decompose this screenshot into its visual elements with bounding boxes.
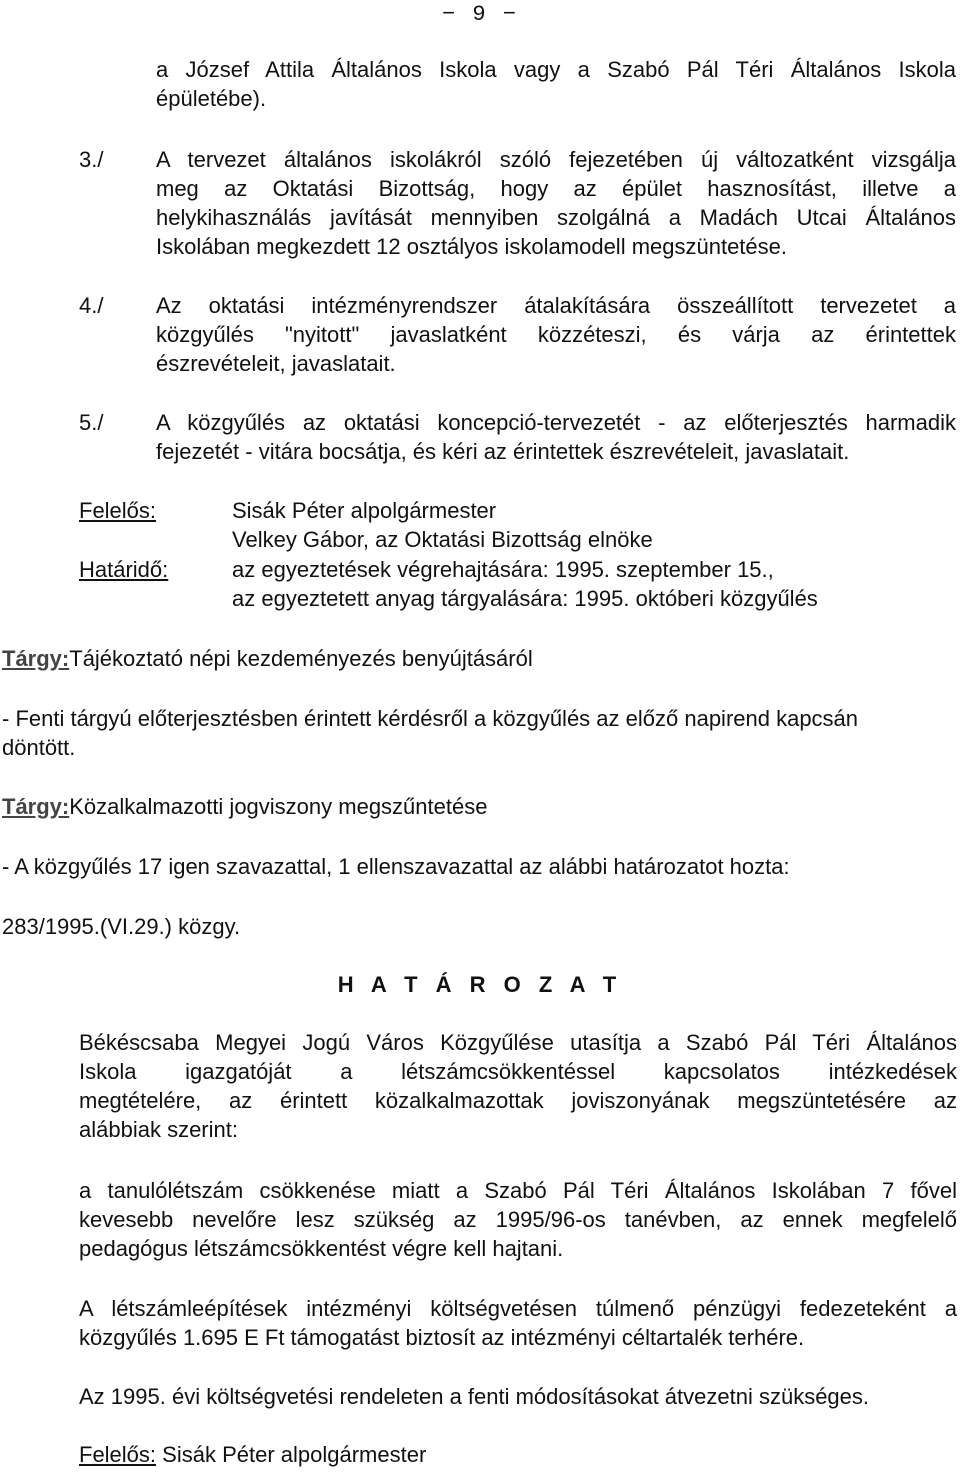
responsible-label: Felelős: — [79, 498, 157, 523]
resolution-number: 283/1995.(VI.29.) közgy. — [2, 914, 241, 939]
responsible-value: Sisák Péter alpolgármester — [162, 1442, 427, 1467]
text-line: - Fenti tárgyú előterjesztésben érintett kérdésről a közgyűlés az előző napirend kapcsán — [2, 706, 859, 731]
text-line: döntött. — [2, 735, 76, 760]
vote-result: - A közgyűlés 17 igen szavazattal, 1 ellenszavazattal az alábbi határozatot hozta: — [2, 854, 790, 879]
responsible-value: Velkey Gábor, az Oktatási Bizottság elnöke — [232, 527, 653, 552]
item-number: 3./ — [79, 147, 104, 172]
responsible-label: Felelős: — [79, 1442, 157, 1467]
deadline-value: az egyeztetett anyag tárgyalására: 1995. októberi közgyűlés — [232, 586, 818, 611]
text-line: alábbiak szerint: — [79, 1117, 238, 1142]
text-line: a tanulólétszám csökkenése miatt a Szabó Pál Téri Általános Iskolában 7 fővel — [79, 1178, 957, 1203]
text-line: Az 1995. évi költségvetési rendeleten a fenti módosításokat átvezetni szükséges. — [79, 1384, 870, 1409]
item-text — [156, 145, 956, 261]
text-line: közgyűlés 1.695 E Ft támogatást biztosít az intézményi céltartalék terhére. — [79, 1325, 805, 1350]
item-text — [156, 408, 956, 466]
resolution-paragraph — [79, 1382, 957, 1411]
item-number: 5./ — [79, 410, 104, 435]
text-line: helykihasználás javítását mennyiben szolgálná a Madách Utcai Általános — [156, 205, 956, 230]
text-line: A tervezet általános iskolákról szóló fejezetében új változatként vizsgálja — [156, 147, 956, 172]
text-line: közgyűlés "nyitott" javaslatként közzéteszi, és várja az érintettek — [156, 322, 956, 347]
subject-label: Tárgy: — [2, 646, 70, 671]
text-line: épületébe). — [156, 86, 267, 111]
text-line: Iskolában megkezdett 12 osztályos iskolamodell megszüntetése. — [156, 234, 788, 259]
text-line: Iskola igazgatóját a létszámcsökkentéssel kapcsolatos intézkedések — [79, 1059, 957, 1084]
responsible-value: Sisák Péter alpolgármester — [232, 498, 497, 523]
text-line: A létszámleépítések intézményi költségvetésen túlmenő pénzügyi fedezeteként a — [79, 1296, 957, 1321]
subject-line — [2, 792, 487, 821]
deadline-value: az egyeztetések végrehajtására: 1995. szeptember 15., — [232, 557, 774, 582]
intro-continuation — [156, 55, 956, 113]
subject-note — [2, 704, 957, 762]
subject-text: Tájékoztató népi kezdeményezés benyújtásáról — [69, 646, 533, 671]
text-line: pedagógus létszámcsökkentést végre kell hajtani. — [79, 1236, 564, 1261]
text-line: Békéscsaba Megyei Jogú Város Közgyűlése utasítja a Szabó Pál Téri Általános — [79, 1030, 957, 1055]
text-line: kevesebb nevelőre lesz szükség az 1995/96-os tanévben, az ennek megfelelő — [79, 1207, 957, 1232]
text-line: megtételére, az érintett közalkalmazottak joviszonyának megszüntetésére az — [79, 1088, 957, 1113]
text-line: meg az Oktatási Bizottság, hogy az épület hasznosítást, illetve a — [156, 176, 956, 201]
final-responsible — [79, 1440, 426, 1469]
text-line: a József Attila Általános Iskola vagy a Szabó Pál Téri Általános Iskola — [156, 57, 956, 82]
item-number: 4./ — [79, 293, 104, 318]
resolution-heading: H A T Á R O Z A T — [337, 972, 623, 997]
page-number: − 9 − — [441, 2, 518, 27]
text-line: Az oktatási intézményrendszer átalakítására összeállított tervezetet a — [156, 293, 956, 318]
text-line: fejezetét - vitára bocsátja, és kéri az érintettek észrevételeit, javaslatait. — [156, 439, 850, 464]
subject-label: Tárgy: — [2, 794, 70, 819]
subject-text: Közalkalmazotti jogviszony megszűntetése — [69, 794, 488, 819]
resolution-paragraph — [79, 1294, 957, 1352]
item-text — [156, 291, 956, 378]
resolution-paragraph — [79, 1028, 957, 1144]
resolution-paragraph — [79, 1176, 957, 1263]
text-line: észrevételeit, javaslatait. — [156, 351, 396, 376]
deadline-label: Határidő: — [79, 557, 169, 582]
text-line: A közgyűlés az oktatási koncepció-tervezetét - az előterjesztés harmadik — [156, 410, 956, 435]
subject-line — [2, 644, 533, 673]
